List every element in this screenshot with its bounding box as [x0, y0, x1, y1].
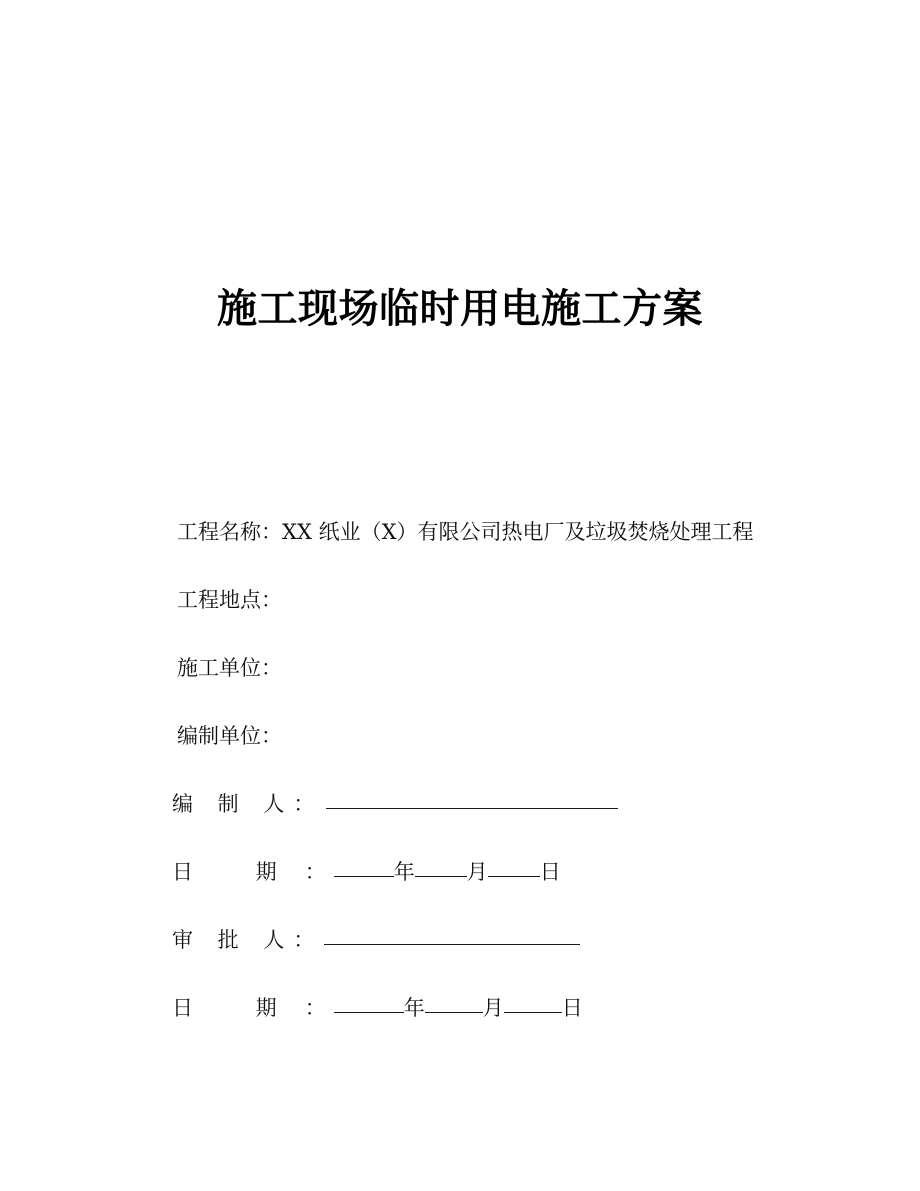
field-preparing-unit	[172, 702, 872, 770]
field-preparer-date-label: 日 期	[172, 860, 305, 884]
field-approver	[172, 906, 872, 974]
field-preparing-unit-label: 编制单位：	[177, 724, 282, 748]
field-project-name-value: XX 纸业（X）有限公司热电厂及垃圾焚烧处理工程	[282, 520, 754, 544]
page-title: 施工现场临时用电施工方案	[217, 286, 703, 332]
field-approver-colon: ：	[293, 928, 315, 952]
field-preparer-date-year-blank[interactable]	[334, 858, 394, 877]
field-preparer-date-month-blank[interactable]	[415, 858, 467, 877]
field-project-location	[172, 566, 872, 634]
field-preparer-blank[interactable]	[326, 790, 618, 809]
field-approver-date-month-unit: 月	[482, 996, 504, 1020]
field-approver-date-day-unit: 日	[561, 996, 583, 1020]
field-project-name-label: 工程名称：	[177, 520, 282, 544]
field-project-name	[172, 498, 872, 566]
field-approver-date-year-blank[interactable]	[334, 994, 404, 1013]
field-approver-blank[interactable]	[324, 926, 580, 945]
field-approver-date-colon: ：	[304, 996, 326, 1020]
field-preparer-date-month-unit: 月	[466, 860, 488, 884]
field-construction-unit	[172, 634, 872, 702]
field-preparer	[172, 770, 872, 838]
field-approver-date-label: 日 期	[172, 996, 305, 1020]
field-construction-unit-label: 施工单位：	[177, 656, 282, 680]
cover-field-list	[172, 498, 872, 1042]
field-approver-label: 审 批 人	[172, 928, 294, 952]
field-preparer-date	[172, 838, 872, 906]
field-preparer-date-day-blank[interactable]	[488, 858, 540, 877]
field-preparer-date-year-unit: 年	[393, 860, 415, 884]
field-preparer-date-colon: ：	[304, 860, 326, 884]
field-project-location-label: 工程地点：	[177, 588, 282, 612]
field-preparer-colon: ：	[293, 792, 315, 816]
field-approver-date-day-blank[interactable]	[504, 994, 562, 1013]
field-preparer-label: 编 制 人	[172, 792, 294, 816]
field-approver-date-year-unit: 年	[403, 996, 425, 1020]
field-preparer-date-day-unit: 日	[539, 860, 561, 884]
field-approver-date	[172, 974, 872, 1042]
field-approver-date-month-blank[interactable]	[425, 994, 483, 1013]
